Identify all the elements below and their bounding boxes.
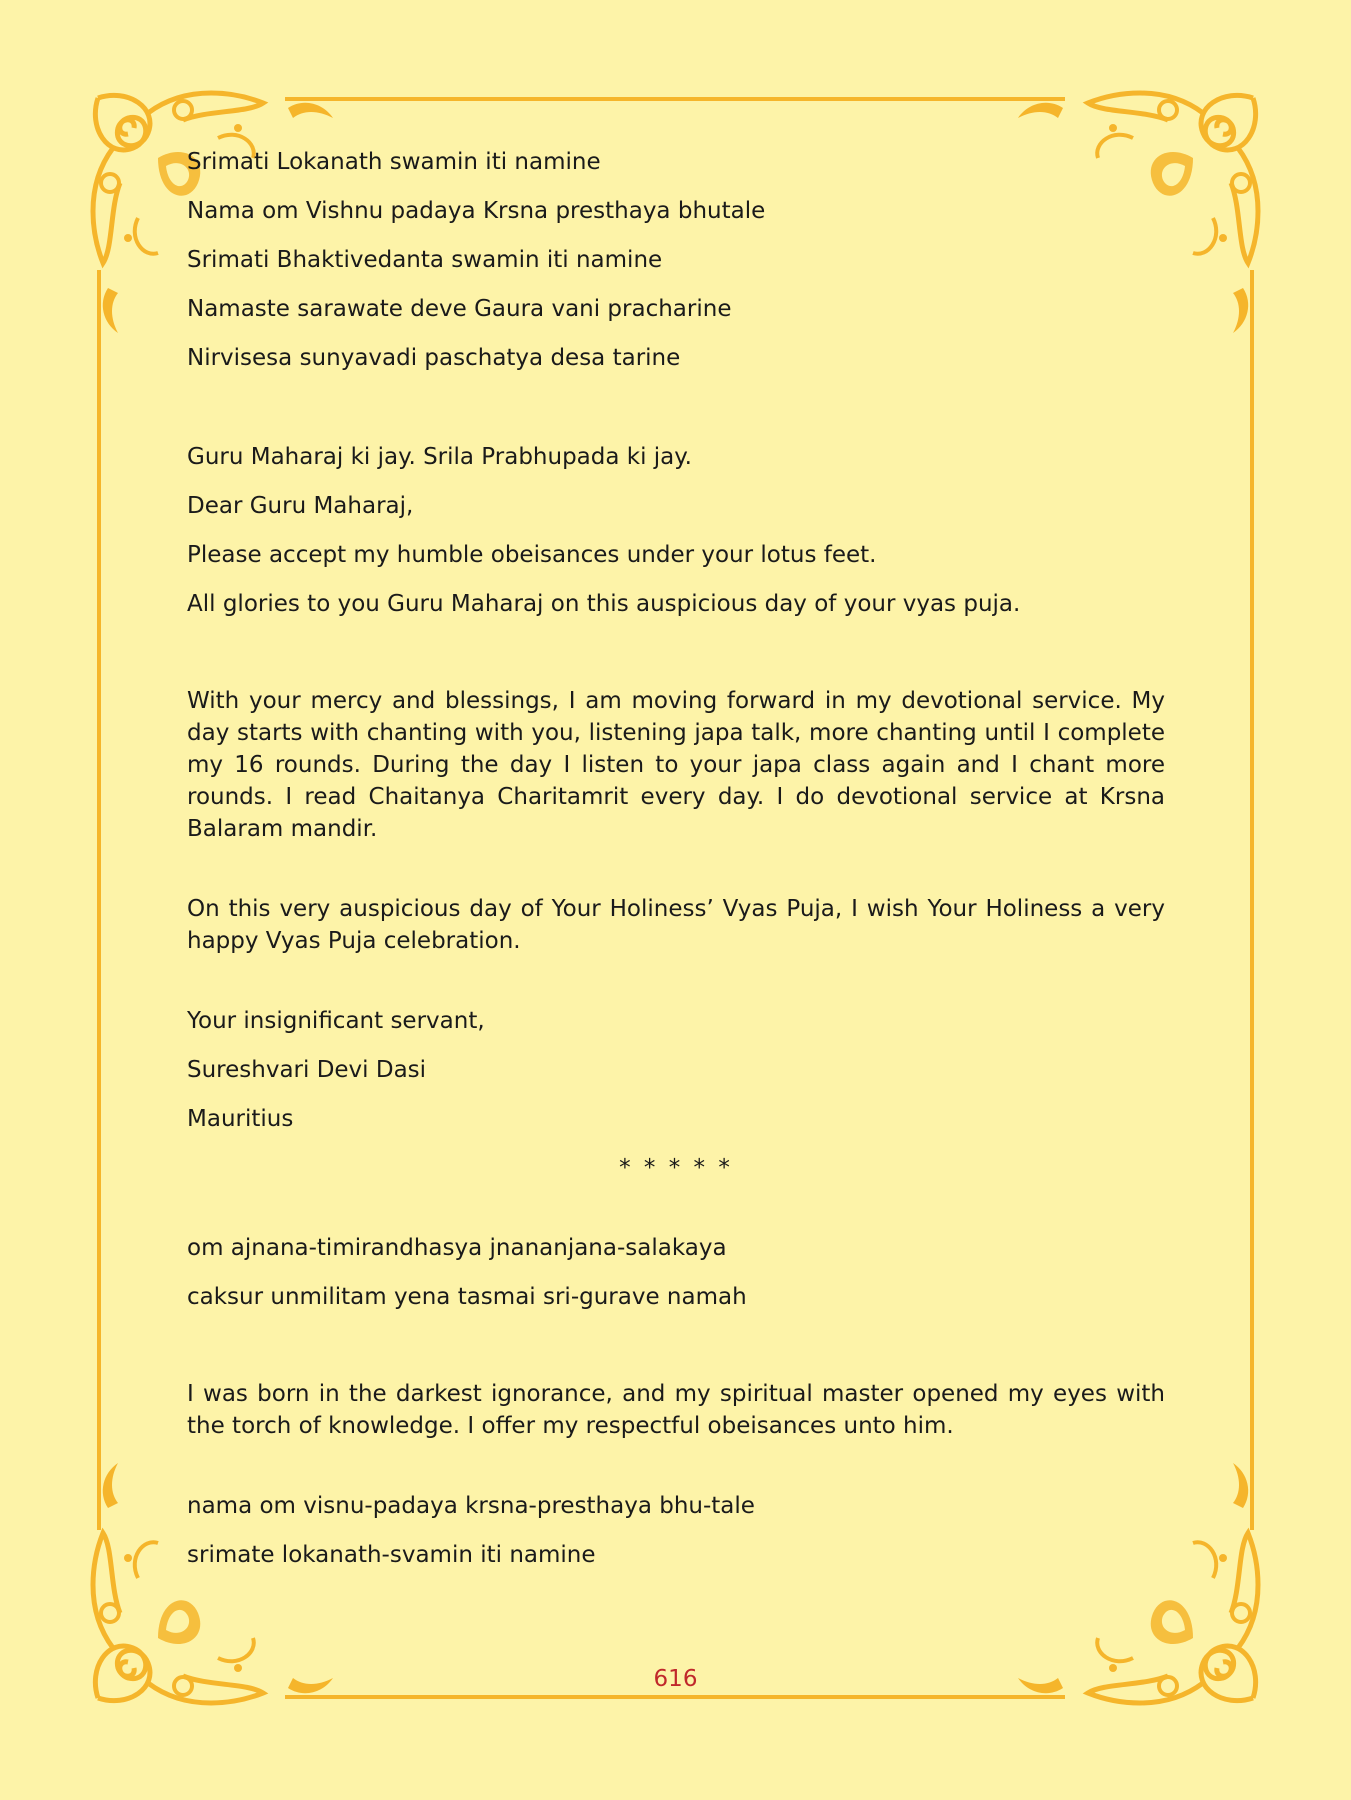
signature-location: Mauritius xyxy=(187,1106,294,1132)
section-separator: * * * * * xyxy=(619,1155,733,1181)
signature-closing: Your insignificant servant, xyxy=(187,1008,485,1034)
service-paragraph: With your mercy and blessings, I am moving forward in my devotional service. My day starts with chanting with you, listening japa talk, more chanting until I complete my 16 rounds. During the day I listen to your japa class again and I chant more rounds. I read Chaitanya Charitamrit every day. I do devotional service at Krsna Balaram mandir. xyxy=(187,688,1165,842)
verse-line: srimate lokanath-svamin iti namine xyxy=(187,1542,596,1568)
verse-line: caksur unmilitam yena tasmai sri-gurave namah xyxy=(187,1284,747,1310)
verse-line: Nirvisesa sunyavadi paschatya desa tarine xyxy=(187,345,681,371)
letter-body xyxy=(187,146,1165,1588)
signature-name: Sureshvari Devi Dasi xyxy=(187,1057,427,1083)
greeting-line: Guru Maharaj ki jay. Srila Prabhupada ki jay. xyxy=(187,444,692,470)
verse-line: nama om visnu-padaya krsna-presthaya bhu-tale xyxy=(187,1493,755,1519)
verse-line: om ajnana-timirandhasya jnananjana-salakaya xyxy=(187,1235,727,1261)
greeting-line: All glories to you Guru Maharaj on this auspicious day of your vyas puja. xyxy=(187,591,1021,617)
translation-paragraph: I was born in the darkest ignorance, and my spiritual master opened my eyes with the torch of knowledge. I offer my respectful obeisances unto him. xyxy=(187,1381,1165,1439)
verse-line: Nama om Vishnu padaya Krsna presthaya bhutale xyxy=(187,198,766,224)
salutation: Dear Guru Maharaj, xyxy=(187,493,414,519)
page-number: 616 xyxy=(653,1666,698,1692)
wish-paragraph: On this very auspicious day of Your Holiness’ Vyas Puja, I wish Your Holiness a very happy Vyas Puja celebration. xyxy=(187,896,1165,954)
verse-line: Srimati Lokanath swamin iti namine xyxy=(187,149,601,175)
greeting-line: Please accept my humble obeisances under your lotus feet. xyxy=(187,542,877,568)
verse-line: Srimati Bhaktivedanta swamin iti namine xyxy=(187,247,663,273)
verse-line: Namaste sarawate deve Gaura vani pracharine xyxy=(187,296,732,322)
